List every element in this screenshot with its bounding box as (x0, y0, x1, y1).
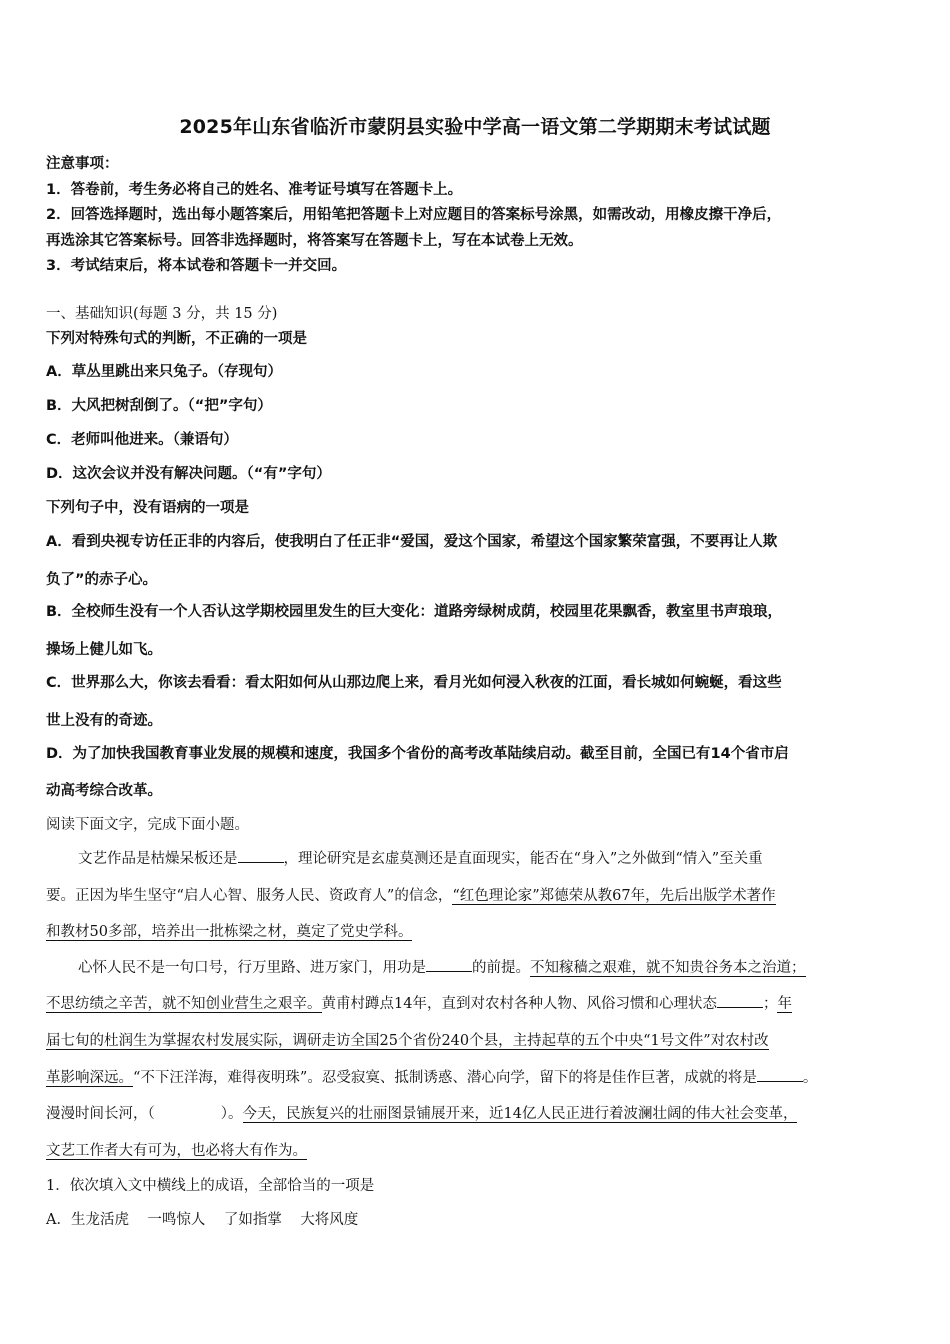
option-d: D．这次会议并没有解决问题。（“有”字句） (46, 466, 331, 482)
option-b-cont: 操场上健儿如飞。 (46, 642, 162, 658)
option-b: B．全校师生没有一个人否认这学期校园里发生的巨大变化：道路旁绿树成荫，校园里花果飘香，教室里书声琅琅， (46, 604, 783, 620)
question-stem: 下列句子中，没有语病的一项是 (46, 500, 249, 516)
option-d: D．为了加快我国教育事业发展的规模和速度，我国多个省份的高考改革陆续启动。截至目前，全国已有14个省市启 (46, 746, 789, 762)
passage-line: 漫漫时间长河，（ ）。今天，民族复兴的壮丽图景铺展开来，近14亿人民正进行着波澜壮阔的伟大社会变革， (46, 1106, 798, 1122)
section-heading: 一、基础知识(每题 3 分，共 15 分) (46, 306, 278, 322)
underlined-sentence: 文艺工作者大有可为，也必将大有作为。 (46, 1143, 307, 1159)
underlined-sentence: 不思纺绩之辛苦，就不知创业营生之艰辛。 (46, 996, 322, 1012)
underlined-sentence: 和教材50多部，培养出一批栋梁之材，奠定了党史学科。 (46, 924, 413, 940)
passage-line (46, 920, 412, 941)
notice-heading: 注意事项： (46, 156, 119, 172)
page-title: 2025年山东省临沂市蒙阴县实验中学高一语文第二学期期末考试试题 (179, 116, 771, 138)
answer-blank (717, 995, 763, 1008)
passage-line: 革影响深远。“不下汪洋海，难得夜明珠”。忍受寂寞、抵制诱惑、潜心向学，留下的将是佳作巨著，成就的将是 。 (46, 1070, 818, 1086)
reading-intro: 阅读下面文字，完成下面小题。 (46, 817, 249, 833)
underlined-sentence: 年 (777, 996, 792, 1012)
passage-line: 心怀人民不是一句口号，行万里路、进万家门，用功是 的前提。不知稼穑之艰难，就不知贵谷务本之治道； (78, 960, 806, 976)
notice-item: 2．回答选择题时，选出每小题答案后，用铅笔把答题卡上对应题目的答案标号涂黑，如需改动，用橡皮擦干净后， (46, 207, 782, 223)
notice-item: 1．答卷前，考生务必将自己的姓名、准考证号填写在答题卡上。 (46, 182, 463, 198)
question-stem: 下列对特殊句式的判断，不正确的一项是 (46, 331, 307, 347)
notice-item: 再选涂其它答案标号。回答非选择题时，将答案写在答题卡上，写在本试卷上无效。 (46, 233, 583, 249)
underlined-sentence: 革影响深远。 (46, 1070, 133, 1086)
option-c: C．世界那么大，你该去看看：看太阳如何从山那边爬上来，看月光如何浸入秋夜的江面，看长城如何蜿蜒，看这些 (46, 675, 782, 691)
passage-line: 要。正因为毕生坚守“启人心智、服务人民、资政育人”的信念，“红色理论家”郑德荣从教67年，先后出版学术著作 (46, 888, 776, 904)
answer-blank (426, 959, 472, 972)
passage-line (46, 1029, 769, 1050)
option-a-cont: 负了”的赤子心。 (46, 572, 158, 588)
passage-line: 文艺作品是枯燥呆板还是 ，理论研究是玄虚莫测还是直面现实，能否在“身入”之外做到“情入”至关重 (78, 851, 763, 867)
option-b: B．大风把树刮倒了。（“把”字句） (46, 398, 272, 414)
passage-line (46, 1139, 307, 1160)
answer-blank (238, 850, 284, 863)
notice-item: 3．考试结束后，将本试卷和答题卡一并交回。 (46, 258, 347, 274)
option-d-cont: 动高考综合改革。 (46, 783, 162, 799)
underlined-sentence: “红色理论家”郑德荣从教67年，先后出版学术著作 (452, 888, 776, 904)
answer-blank (757, 1069, 803, 1082)
option-a: A．草丛里跳出来只兔子。（存现句） (46, 364, 282, 380)
underlined-sentence: 不知稼穑之艰难，就不知贵谷务本之治道； (530, 960, 806, 976)
option-a: A．生龙活虎 一鸣惊人 了如指掌 大将风度 (46, 1212, 359, 1228)
underlined-sentence: 今天，民族复兴的壮丽图景铺展开来，近14亿人民正进行着波澜壮阔的伟大社会变革， (242, 1106, 798, 1122)
option-c-cont: 世上没有的奇迹。 (46, 713, 162, 729)
question-stem: 1．依次填入文中横线上的成语，全部恰当的一项是 (46, 1178, 375, 1194)
option-c: C．老师叫他进来。（兼语句） (46, 432, 238, 448)
passage-line: 不思纺绩之辛苦，就不知创业营生之艰辛。黄甫村蹲点14年，直到对农村各种人物、风俗习惯和心理状态 ；年 (46, 996, 792, 1012)
underlined-sentence: 届七旬的杜润生为掌握农村发展实际，调研走访全国25个省份240个县，主持起草的五个中央“1号文件”对农村改 (46, 1033, 769, 1049)
option-a: A．看到央视专访任正非的内容后，使我明白了任正非“爱国，爱这个国家，希望这个国家繁荣富强，不要再让人欺 (46, 534, 778, 550)
